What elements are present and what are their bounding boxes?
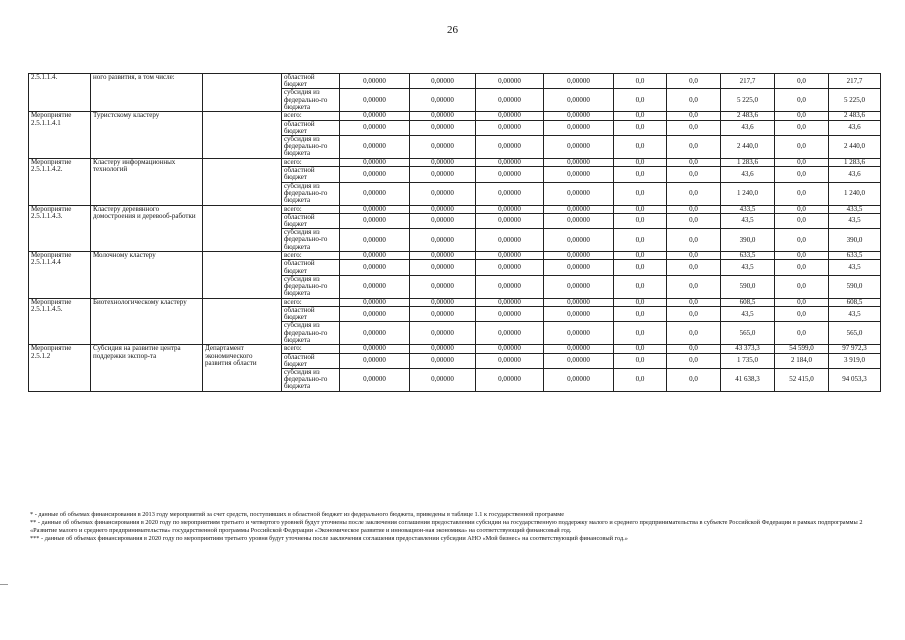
value-cell: 565,0 <box>721 322 775 345</box>
value-cell: 0,0 <box>614 182 667 205</box>
value-cell: 0,0 <box>614 345 667 353</box>
value-cell: 52 415,0 <box>775 369 829 392</box>
table-row <box>29 112 881 120</box>
value-cell: 0,0 <box>667 307 721 322</box>
value-cell: 0,00000 <box>476 120 544 135</box>
value-cell: 0,00000 <box>544 182 614 205</box>
measure-code: Мероприятие 2.5.1.1.4.5. <box>29 298 91 345</box>
value-cell: 0,00000 <box>340 322 410 345</box>
value-cell: 0,00000 <box>340 260 410 275</box>
value-cell: 0,0 <box>775 89 829 112</box>
value-cell: 0,0 <box>775 298 829 306</box>
footnote: ** - данные об объемах финансирования в 2020 году по мероприятиям третьего и четвертого уровней будут уточнены после заключения соглашения предоставлении субсидии на государственную поддержку малого и среднего предпринимательства в субъекте Российской Федерации в рамках подпрограммы 2 «Развитие малого и среднего предпринимательства» государственной программы Российской Федерации «Экономическое развитие и инновацион-ная экономика» на соответствующий финансовый год. <box>30 519 863 535</box>
value-cell: 0,00000 <box>340 298 410 306</box>
value-cell: 1 240,0 <box>829 182 881 205</box>
value-cell: 43,6 <box>829 167 881 182</box>
value-cell: 0,00000 <box>340 89 410 112</box>
value-cell: 0,00000 <box>544 205 614 213</box>
funding-source: всего: <box>282 112 340 120</box>
value-cell: 0,00000 <box>340 205 410 213</box>
value-cell: 0,0 <box>775 74 829 89</box>
measure-title: Субсидия на развитие центра поддержки экспор-та <box>91 345 203 392</box>
value-cell: 0,00000 <box>410 229 476 252</box>
funding-source: субсидия из федерально-го бюджета <box>282 229 340 252</box>
measure-executor <box>203 205 282 252</box>
funding-source: субсидия из федерально-го бюджета <box>282 89 340 112</box>
measure-code: Мероприятие 2.5.1.1.4.3. <box>29 205 91 252</box>
value-cell: 0,0 <box>614 159 667 167</box>
value-cell: 0,00000 <box>476 213 544 228</box>
value-cell: 0,0 <box>614 322 667 345</box>
value-cell: 0,00000 <box>544 89 614 112</box>
value-cell: 0,00000 <box>544 229 614 252</box>
value-cell: 1 735,0 <box>721 353 775 368</box>
value-cell: 0,0 <box>667 213 721 228</box>
value-cell: 0,00000 <box>476 275 544 298</box>
value-cell: 0,0 <box>667 252 721 260</box>
value-cell: 0,0 <box>614 229 667 252</box>
value-cell: 0,00000 <box>410 167 476 182</box>
value-cell: 0,00000 <box>544 353 614 368</box>
value-cell: 0,0 <box>614 112 667 120</box>
value-cell: 0,00000 <box>410 369 476 392</box>
value-cell: 0,0 <box>667 112 721 120</box>
value-cell: 0,00000 <box>410 298 476 306</box>
value-cell: 0,00000 <box>544 74 614 89</box>
value-cell: 0,0 <box>614 260 667 275</box>
value-cell: 565,0 <box>829 322 881 345</box>
value-cell: 0,00000 <box>476 167 544 182</box>
value-cell: 633,5 <box>721 252 775 260</box>
value-cell: 0,0 <box>614 89 667 112</box>
value-cell: 0,00000 <box>410 252 476 260</box>
value-cell: 0,0 <box>775 275 829 298</box>
value-cell: 43,5 <box>829 260 881 275</box>
value-cell: 0,0 <box>775 229 829 252</box>
page-number: 26 <box>447 24 458 36</box>
value-cell: 0,0 <box>667 353 721 368</box>
value-cell: 0,0 <box>775 136 829 159</box>
value-cell: 0,00000 <box>410 213 476 228</box>
value-cell: 0,00000 <box>340 213 410 228</box>
value-cell: 0,00000 <box>544 260 614 275</box>
value-cell: 43,5 <box>721 307 775 322</box>
value-cell: 0,00000 <box>544 120 614 135</box>
value-cell: 0,0 <box>667 120 721 135</box>
measure-executor <box>203 112 282 159</box>
value-cell: 0,0 <box>667 167 721 182</box>
value-cell: 43,5 <box>721 213 775 228</box>
footnote: *** - данные об объемах финансирования в 2020 году по мероприятиям третьего уровня будут уточнены после заключения соглашения предоставлении субсидии АНО «Мой бизнес» на соответствующий финансовый год.» <box>30 535 628 543</box>
value-cell: 97 972,3 <box>829 345 881 353</box>
value-cell: 0,0 <box>614 298 667 306</box>
value-cell: 41 638,3 <box>721 369 775 392</box>
value-cell: 0,00000 <box>476 307 544 322</box>
value-cell: 0,00000 <box>544 159 614 167</box>
value-cell: 0,00000 <box>340 369 410 392</box>
value-cell: 2 440,0 <box>721 136 775 159</box>
value-cell: 0,00000 <box>476 74 544 89</box>
funding-source: областной бюджет <box>282 307 340 322</box>
value-cell: 0,00000 <box>476 89 544 112</box>
value-cell: 0,0 <box>775 159 829 167</box>
value-cell: 0,00000 <box>410 120 476 135</box>
value-cell: 590,0 <box>721 275 775 298</box>
funding-source: всего: <box>282 252 340 260</box>
table-row <box>29 252 881 260</box>
value-cell: 0,00000 <box>476 205 544 213</box>
value-cell: 0,00000 <box>340 353 410 368</box>
value-cell: 0,00000 <box>340 136 410 159</box>
value-cell: 433,5 <box>721 205 775 213</box>
value-cell: 0,00000 <box>544 307 614 322</box>
table-row <box>29 345 881 353</box>
value-cell: 0,00000 <box>476 369 544 392</box>
measure-code: Мероприятие 2.5.1.2 <box>29 345 91 392</box>
value-cell: 590,0 <box>829 275 881 298</box>
value-cell: 43,5 <box>721 260 775 275</box>
value-cell: 0,0 <box>667 159 721 167</box>
value-cell: 0,0 <box>775 260 829 275</box>
funding-source: субсидия из федерально-го бюджета <box>282 182 340 205</box>
value-cell: 0,0 <box>614 205 667 213</box>
funding-source: всего: <box>282 205 340 213</box>
measure-title: Туристскому кластеру <box>91 112 203 159</box>
value-cell: 0,0 <box>775 252 829 260</box>
value-cell: 0,00000 <box>544 369 614 392</box>
funding-source: всего: <box>282 159 340 167</box>
value-cell: 0,00000 <box>340 229 410 252</box>
footnote: * - данные об объемах финансирования в 2013 году мероприятий за счет средств, поступивших в областной бюджет из федерального бюджета, приведены в таблице 1.1 к государственной программе <box>30 511 565 518</box>
value-cell: 0,00000 <box>544 213 614 228</box>
value-cell: 54 599,0 <box>775 345 829 353</box>
value-cell: 0,00000 <box>476 182 544 205</box>
value-cell: 0,00000 <box>476 136 544 159</box>
financing-table <box>28 73 881 392</box>
measure-executor <box>203 252 282 299</box>
value-cell: 217,7 <box>829 74 881 89</box>
measure-code: Мероприятие 2.5.1.1.4.2. <box>29 159 91 206</box>
measure-title: Биотехнологическому кластеру <box>91 298 203 345</box>
edge-mark <box>0 584 8 585</box>
value-cell: 0,0 <box>614 369 667 392</box>
value-cell: 0,0 <box>667 345 721 353</box>
table-row <box>29 159 881 167</box>
value-cell: 0,00000 <box>410 260 476 275</box>
table-row <box>29 205 881 213</box>
value-cell: 0,0 <box>614 307 667 322</box>
measure-code: Мероприятие 2.5.1.1.4.1 <box>29 112 91 159</box>
value-cell: 633,5 <box>829 252 881 260</box>
value-cell: 1 240,0 <box>721 182 775 205</box>
value-cell: 43,6 <box>829 120 881 135</box>
value-cell: 0,00000 <box>410 159 476 167</box>
value-cell: 0,00000 <box>410 89 476 112</box>
value-cell: 390,0 <box>829 229 881 252</box>
value-cell: 0,00000 <box>544 112 614 120</box>
value-cell: 94 053,3 <box>829 369 881 392</box>
value-cell: 3 919,0 <box>829 353 881 368</box>
value-cell: 0,0 <box>667 275 721 298</box>
footnotes <box>30 511 880 543</box>
funding-source: областной бюджет <box>282 260 340 275</box>
value-cell: 0,00000 <box>340 345 410 353</box>
funding-source: областной бюджет <box>282 213 340 228</box>
funding-source: областной бюджет <box>282 120 340 135</box>
value-cell: 0,00000 <box>410 205 476 213</box>
value-cell: 43,6 <box>721 120 775 135</box>
value-cell: 0,00000 <box>410 182 476 205</box>
value-cell: 390,0 <box>721 229 775 252</box>
value-cell: 0,0 <box>775 112 829 120</box>
value-cell: 0,00000 <box>410 307 476 322</box>
funding-source: областной бюджет <box>282 353 340 368</box>
value-cell: 2 184,0 <box>775 353 829 368</box>
value-cell: 0,0 <box>614 213 667 228</box>
value-cell: 43,5 <box>829 307 881 322</box>
value-cell: 0,00000 <box>476 260 544 275</box>
value-cell: 0,0 <box>614 136 667 159</box>
value-cell: 0,00000 <box>476 159 544 167</box>
funding-source: областной бюджет <box>282 74 340 89</box>
value-cell: 0,0 <box>667 74 721 89</box>
value-cell: 5 225,0 <box>829 89 881 112</box>
value-cell: 43,6 <box>721 167 775 182</box>
value-cell: 0,00000 <box>476 112 544 120</box>
value-cell: 0,0 <box>775 182 829 205</box>
value-cell: 0,00000 <box>476 229 544 252</box>
value-cell: 0,00000 <box>340 182 410 205</box>
value-cell: 0,00000 <box>410 136 476 159</box>
measure-title: Кластеру деревянного домостроения и деревооб-работки <box>91 205 203 252</box>
value-cell: 0,0 <box>775 120 829 135</box>
value-cell: 0,00000 <box>476 322 544 345</box>
table-body <box>29 74 881 392</box>
value-cell: 0,00000 <box>410 345 476 353</box>
value-cell: 0,0 <box>614 275 667 298</box>
value-cell: 0,0 <box>667 182 721 205</box>
value-cell: 0,0 <box>667 229 721 252</box>
funding-source: субсидия из федерально-го бюджета <box>282 136 340 159</box>
funding-source: всего: <box>282 298 340 306</box>
value-cell: 0,00000 <box>340 112 410 120</box>
value-cell: 43 373,3 <box>721 345 775 353</box>
table-row <box>29 298 881 306</box>
value-cell: 0,00000 <box>340 252 410 260</box>
value-cell: 0,0 <box>667 89 721 112</box>
value-cell: 0,00000 <box>476 345 544 353</box>
measure-executor <box>203 298 282 345</box>
value-cell: 0,00000 <box>544 322 614 345</box>
value-cell: 608,5 <box>829 298 881 306</box>
value-cell: 0,00000 <box>476 353 544 368</box>
measure-title: Молочному кластеру <box>91 252 203 299</box>
value-cell: 0,0 <box>775 167 829 182</box>
value-cell: 0,00000 <box>544 167 614 182</box>
value-cell: 0,0 <box>614 74 667 89</box>
value-cell: 0,0 <box>614 353 667 368</box>
value-cell: 217,7 <box>721 74 775 89</box>
value-cell: 0,00000 <box>410 74 476 89</box>
value-cell: 2 440,0 <box>829 136 881 159</box>
value-cell: 0,0 <box>614 120 667 135</box>
value-cell: 43,5 <box>829 213 881 228</box>
value-cell: 0,0 <box>775 213 829 228</box>
value-cell: 0,0 <box>667 136 721 159</box>
value-cell: 0,00000 <box>410 353 476 368</box>
value-cell: 1 283,6 <box>721 159 775 167</box>
funding-source: субсидия из федерально-го бюджета <box>282 275 340 298</box>
value-cell: 0,00000 <box>410 112 476 120</box>
value-cell: 0,00000 <box>544 345 614 353</box>
measure-code: Мероприятие 2.5.1.1.4.4 <box>29 252 91 299</box>
value-cell: 0,0 <box>614 167 667 182</box>
value-cell: 0,00000 <box>544 136 614 159</box>
value-cell: 0,00000 <box>340 167 410 182</box>
measure-executor: Департамент экономического развития области <box>203 345 282 392</box>
value-cell: 0,0 <box>667 369 721 392</box>
value-cell: 0,00000 <box>410 275 476 298</box>
funding-source: субсидия из федерально-го бюджета <box>282 369 340 392</box>
measure-executor <box>203 74 282 112</box>
table-row <box>29 74 881 89</box>
value-cell: 5 225,0 <box>721 89 775 112</box>
value-cell: 2 483,6 <box>829 112 881 120</box>
value-cell: 0,00000 <box>544 298 614 306</box>
value-cell: 0,0 <box>667 298 721 306</box>
measure-title: Кластеру информационных технологий <box>91 159 203 206</box>
funding-source: субсидия из федерально-го бюджета <box>282 322 340 345</box>
value-cell: 0,00000 <box>340 159 410 167</box>
value-cell: 0,0 <box>775 322 829 345</box>
value-cell: 0,00000 <box>544 275 614 298</box>
value-cell: 0,0 <box>775 307 829 322</box>
measure-executor <box>203 159 282 206</box>
value-cell: 0,00000 <box>340 307 410 322</box>
value-cell: 0,00000 <box>544 252 614 260</box>
value-cell: 1 283,6 <box>829 159 881 167</box>
value-cell: 0,00000 <box>340 74 410 89</box>
value-cell: 0,0 <box>667 205 721 213</box>
value-cell: 0,0 <box>667 260 721 275</box>
value-cell: 0,00000 <box>476 298 544 306</box>
value-cell: 2 483,6 <box>721 112 775 120</box>
measure-code: 2.5.1.1.4. <box>29 74 91 112</box>
funding-source: областной бюджет <box>282 167 340 182</box>
value-cell: 0,00000 <box>476 252 544 260</box>
value-cell: 0,00000 <box>340 275 410 298</box>
value-cell: 0,00000 <box>410 322 476 345</box>
value-cell: 0,0 <box>775 205 829 213</box>
value-cell: 433,5 <box>829 205 881 213</box>
value-cell: 0,0 <box>614 252 667 260</box>
value-cell: 608,5 <box>721 298 775 306</box>
measure-title: ного развития, в том числе: <box>91 74 203 112</box>
funding-source: всего: <box>282 345 340 353</box>
value-cell: 0,0 <box>667 322 721 345</box>
value-cell: 0,00000 <box>340 120 410 135</box>
